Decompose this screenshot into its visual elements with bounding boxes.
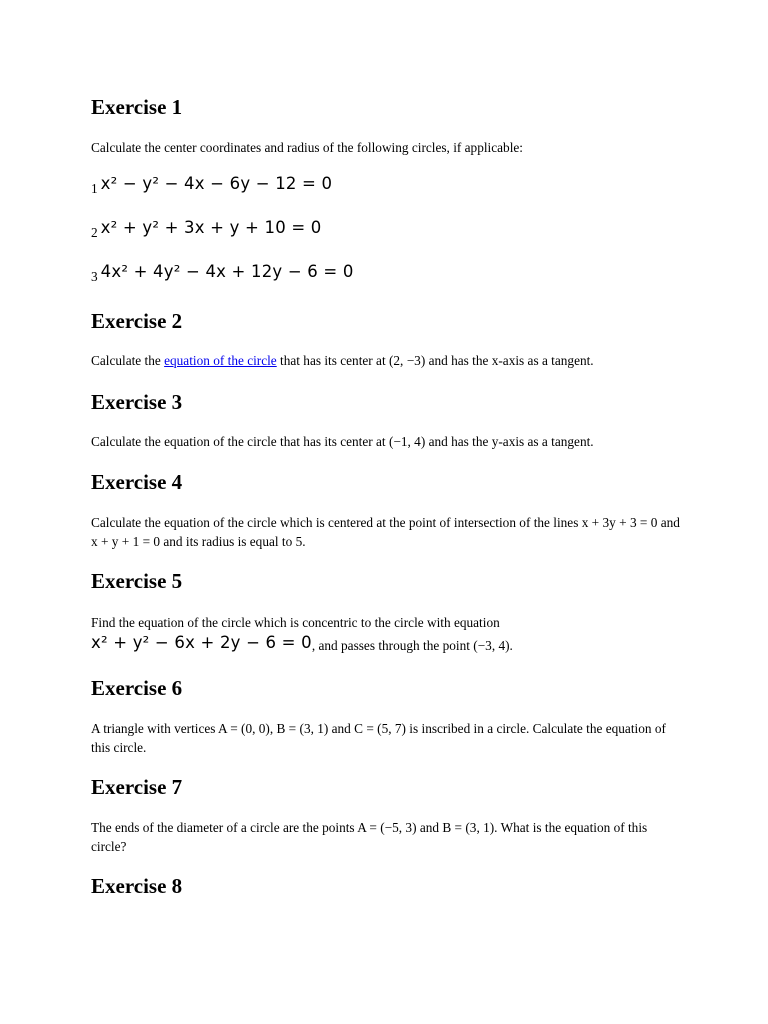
exercise-1-text: Calculate the center coordinates and radius of the following circles, if applicable: <box>91 140 523 155</box>
item-number: 1 <box>91 181 98 196</box>
exercise-1-item-1 <box>91 174 332 200</box>
circle-equation: 4x² + 4y² − 4x + 12y − 6 = 0 <box>100 262 354 281</box>
equation-of-circle-link[interactable]: equation of the circle <box>164 353 277 368</box>
exercise-6-text: A triangle with vertices A = (0, 0), B = (3, 1) and C = (5, 7) is inscribed in a circle. Calculate the equation of this circle. <box>91 721 666 755</box>
exercise-5-text-start: Find the equation of the circle which is concentric to the circle with equation <box>91 615 500 630</box>
item-number: 2 <box>91 225 98 240</box>
exercise-5-text-end: , and passes through the point (−3, 4). <box>311 638 513 653</box>
exercise-7-heading: Exercise 7 <box>91 775 183 799</box>
exercise-3-text: Calculate the equation of the circle that has its center at (−1, 4) and has the y-axis as a tangent. <box>91 434 594 449</box>
exercise-2-text-start: Calculate the <box>91 353 165 368</box>
exercise-8-heading: Exercise 8 <box>91 874 183 898</box>
exercise-5-text <box>91 612 681 657</box>
exercise-4-text: Calculate the equation of the circle which is centered at the point of intersection of the lines x + 3y + 3 = 0 and x + y + 1 = 0 and its radius is equal to 5. <box>91 515 680 549</box>
exercise-2-heading: Exercise 2 <box>91 309 183 333</box>
exercise-2-text-end: that has its center at (2, −3) and has the x-axis as a tangent. <box>276 353 594 368</box>
circle-equation: x² − y² − 4x − 6y − 12 = 0 <box>100 174 333 193</box>
exercise-1-item-3 <box>91 262 354 288</box>
exercise-1-heading: Exercise 1 <box>91 95 183 119</box>
concentric-circle-equation: x² + y² − 6x + 2y − 6 = 0 <box>91 633 312 652</box>
exercise-1-item-2 <box>91 218 322 244</box>
exercise-2-text <box>91 351 681 370</box>
exercise-4-heading: Exercise 4 <box>91 470 183 494</box>
exercise-6-heading: Exercise 6 <box>91 676 183 700</box>
exercise-7-text: The ends of the diameter of a circle are the points A = (−5, 3) and B = (3, 1). What is the equation of this circle? <box>91 820 648 854</box>
circle-equation: x² + y² + 3x + y + 10 = 0 <box>100 218 322 237</box>
exercise-5-heading: Exercise 5 <box>91 569 183 593</box>
exercise-3-heading: Exercise 3 <box>91 390 183 414</box>
item-number: 3 <box>91 269 98 284</box>
